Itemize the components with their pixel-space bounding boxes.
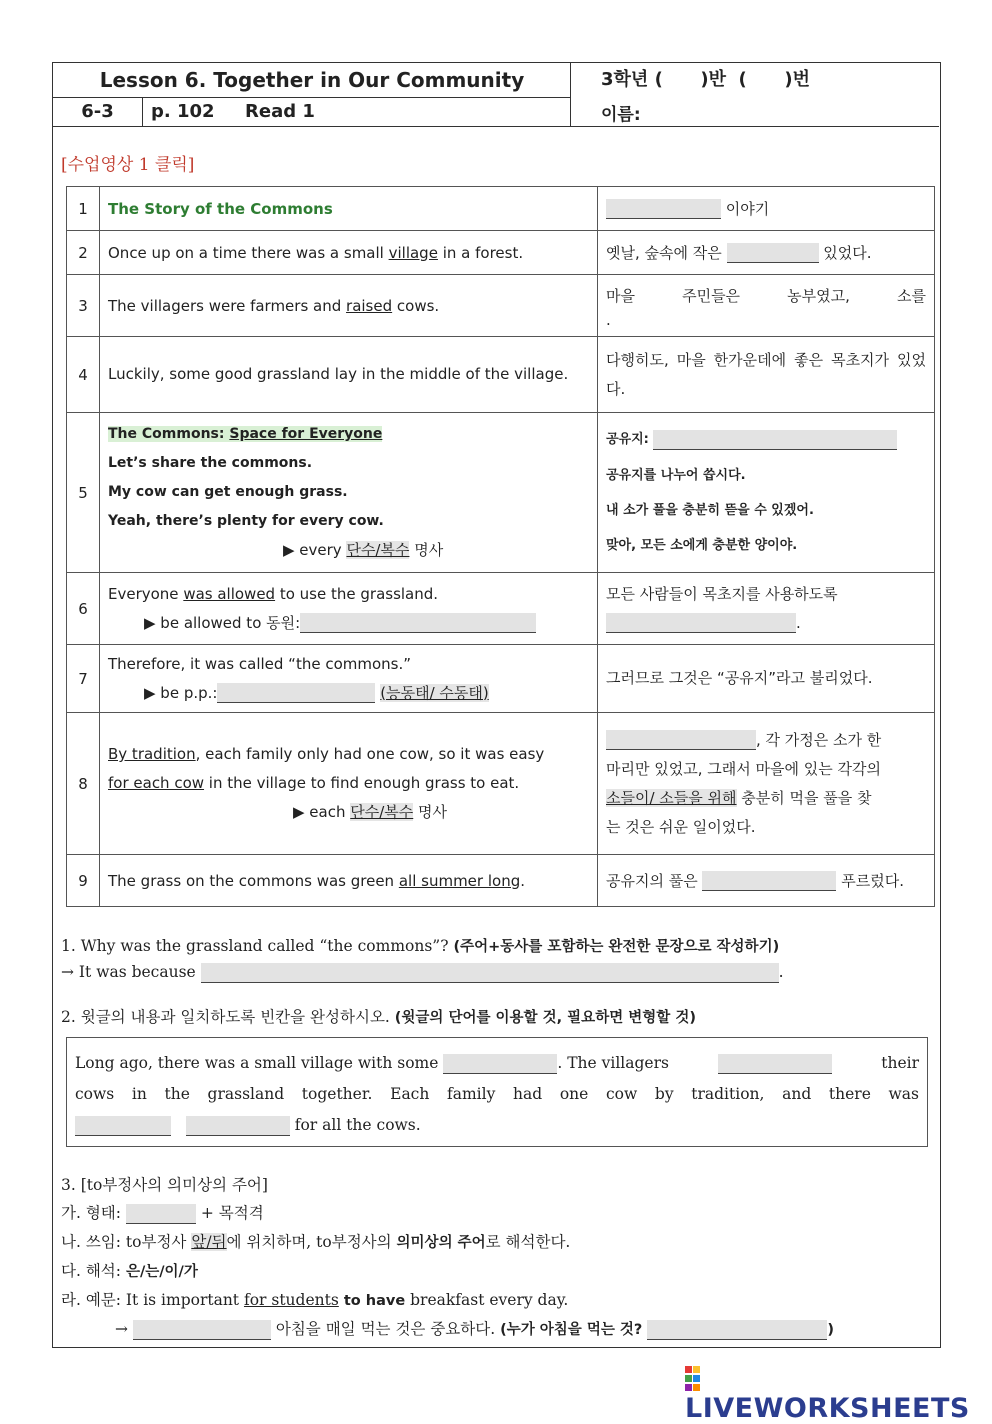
lesson-title: Lesson 6. Together in Our Community <box>53 63 571 98</box>
answer-blank[interactable] <box>606 199 721 219</box>
english-sentence: The villagers were farmers and raised cows. <box>100 275 598 337</box>
answer-blank[interactable] <box>133 1320 271 1340</box>
korean-translation: 이야기 <box>598 187 935 231</box>
grammar-note: ▶ be p.p.: (능동태/ 수동태) <box>144 683 489 702</box>
row-number: 8 <box>67 713 100 855</box>
name-label: 이름: <box>601 105 641 125</box>
grammar-note: ▶ every 단수/복수 명사 <box>283 541 444 559</box>
choice-highlight[interactable]: 소들이/ 소들을 위해 <box>606 788 737 807</box>
q3-form: 가. 형태: + 목적격 <box>61 1204 264 1222</box>
answer-blank[interactable] <box>300 613 536 633</box>
english-sentence: Once up on a time there was a small village in a forest. <box>100 231 598 275</box>
answer-blank[interactable] <box>727 243 819 263</box>
answer-blank[interactable] <box>606 730 756 750</box>
table-row <box>67 855 935 907</box>
q3-example-translation: → 아침을 매일 먹는 것은 중요하다. (누가 아침을 먹는 것? ) <box>115 1320 835 1338</box>
question-1-answer: → It was because . <box>61 963 784 981</box>
row-number: 9 <box>67 855 100 907</box>
reading-table <box>66 186 935 907</box>
table-row <box>67 413 935 573</box>
row-number: 2 <box>67 231 100 275</box>
table-row <box>67 187 935 231</box>
answer-blank[interactable] <box>653 430 897 450</box>
korean-translation: 공유지의 풀은 푸르렀다. <box>598 855 935 907</box>
korean-translation: 마을 주민들은 농부였고, 소를 . <box>598 275 935 337</box>
row-number: 3 <box>67 275 100 337</box>
grammar-note: ▶ be allowed to 동원: <box>108 609 589 638</box>
english-sentence: Everyone was allowed to use the grassland. ▶ be allowed to 동원: <box>100 573 598 645</box>
table-row <box>67 713 935 855</box>
english-sentence: The grass on the commons was green all summer long. <box>100 855 598 907</box>
answer-blank[interactable] <box>75 1116 171 1136</box>
korean-translation: , 각 가정은 소가 한 마리만 있었고, 그래서 마을에 있는 각각의 소들이/ 소들을 위해 충분히 먹을 풀을 찾 는 것은 쉬운 일이었다. <box>598 713 935 855</box>
q3-usage: 나. 쓰임: to부정사 앞/뒤에 위치하며, to부정사의 의미상의 주어로 해석한다. <box>61 1233 571 1251</box>
table-row <box>67 573 935 645</box>
dialogue-title: The Commons: Space for Everyone <box>108 426 383 442</box>
q3-example: 라. 예문: It is important for students to have breakfast every day. <box>61 1291 569 1309</box>
worksheet <box>52 62 941 1348</box>
table-row <box>67 645 935 713</box>
question-1: 1. Why was the grassland called “the commons”? (주어+동사를 포함하는 완전한 문장으로 작성하기) <box>61 937 780 955</box>
answer-blank[interactable] <box>186 1116 290 1136</box>
korean-translation: 그러므로 그것은 “공유지”라고 불리었다. <box>598 645 935 713</box>
table-row <box>67 231 935 275</box>
header-left <box>53 63 571 127</box>
korean-translation: 옛날, 숲속에 작은 있었다. <box>598 231 935 275</box>
answer-blank[interactable] <box>443 1054 557 1074</box>
row-number: 1 <box>67 187 100 231</box>
q3-interpretation: 다. 해석: 은/는/이/가 <box>61 1262 198 1280</box>
choice-highlight[interactable]: 앞/뒤 <box>191 1233 227 1251</box>
table-row <box>67 275 935 337</box>
answer-blank[interactable] <box>126 1204 196 1224</box>
video-link[interactable]: [수업영상 1 클릭] <box>61 155 195 175</box>
table-row <box>67 337 935 413</box>
question-3-title: 3. [to부정사의 의미상의 주어] <box>61 1176 268 1194</box>
voice-choice[interactable]: (능동태/ 수동태) <box>380 683 489 702</box>
logo-icon <box>685 1366 705 1392</box>
english-sentence: By tradition, each family only had one cow, so it was easy for each cow in the village to find enough grass to eat. ▶ each 단수/복수 명사 <box>100 713 598 855</box>
answer-blank[interactable] <box>217 683 375 703</box>
korean-translation: 다행히도, 마을 한가운데에 좋은 목초지가 있었다. <box>598 337 935 413</box>
answer-blank[interactable] <box>201 963 779 983</box>
answer-blank[interactable] <box>606 613 796 633</box>
answer-blank[interactable] <box>718 1054 832 1074</box>
english-sentence: Therefore, it was called “the commons.” ▶ be p.p.: (능동태/ 수동태) <box>100 645 598 713</box>
lesson-number: 6-3 <box>53 98 143 127</box>
row-number: 5 <box>67 413 100 573</box>
summary-box: Long ago, there was a small village with some . The villagers their cows in the grassland together. Each family had one cow by tradition, and there was for all the cows. <box>66 1037 928 1147</box>
english-sentence: The Commons: Space for Everyone Let’s share the commons. My cow can get enough grass. Yeah, there’s plenty for every cow. ▶ every 단수/복수 명사 <box>100 413 598 573</box>
liveworksheets-logo: LIVEWORKSHEETS <box>685 1362 992 1424</box>
row-number: 7 <box>67 645 100 713</box>
korean-translation: 모든 사람들이 목초지를 사용하도록 . <box>598 573 935 645</box>
english-sentence <box>100 187 598 231</box>
page-number: p. 102 <box>151 101 215 122</box>
row-number: 4 <box>67 337 100 413</box>
class-number-line: 3학년 ( )반 ( )번 <box>601 69 810 90</box>
korean-translation: 공유지: 공유지를 나누어 씁시다. 내 소가 풀을 충분히 뜯을 수 있겠어. 맞아, 모든 소에게 충분한 양이야. <box>598 413 935 573</box>
grammar-note: ▶ each 단수/복수 명사 <box>293 803 448 821</box>
header <box>53 63 939 127</box>
story-title: The Story of the Commons <box>108 199 333 218</box>
row-number: 6 <box>67 573 100 645</box>
answer-blank[interactable] <box>702 871 836 891</box>
question-2: 2. 윗글의 내용과 일치하도록 빈칸을 완성하시오. (윗글의 단어를 이용할 것, 필요하면 변형할 것) <box>61 1008 696 1026</box>
section-label: Read 1 <box>245 101 315 122</box>
answer-blank[interactable] <box>647 1320 827 1340</box>
english-sentence: Luckily, some good grassland lay in the middle of the village. <box>100 337 598 413</box>
